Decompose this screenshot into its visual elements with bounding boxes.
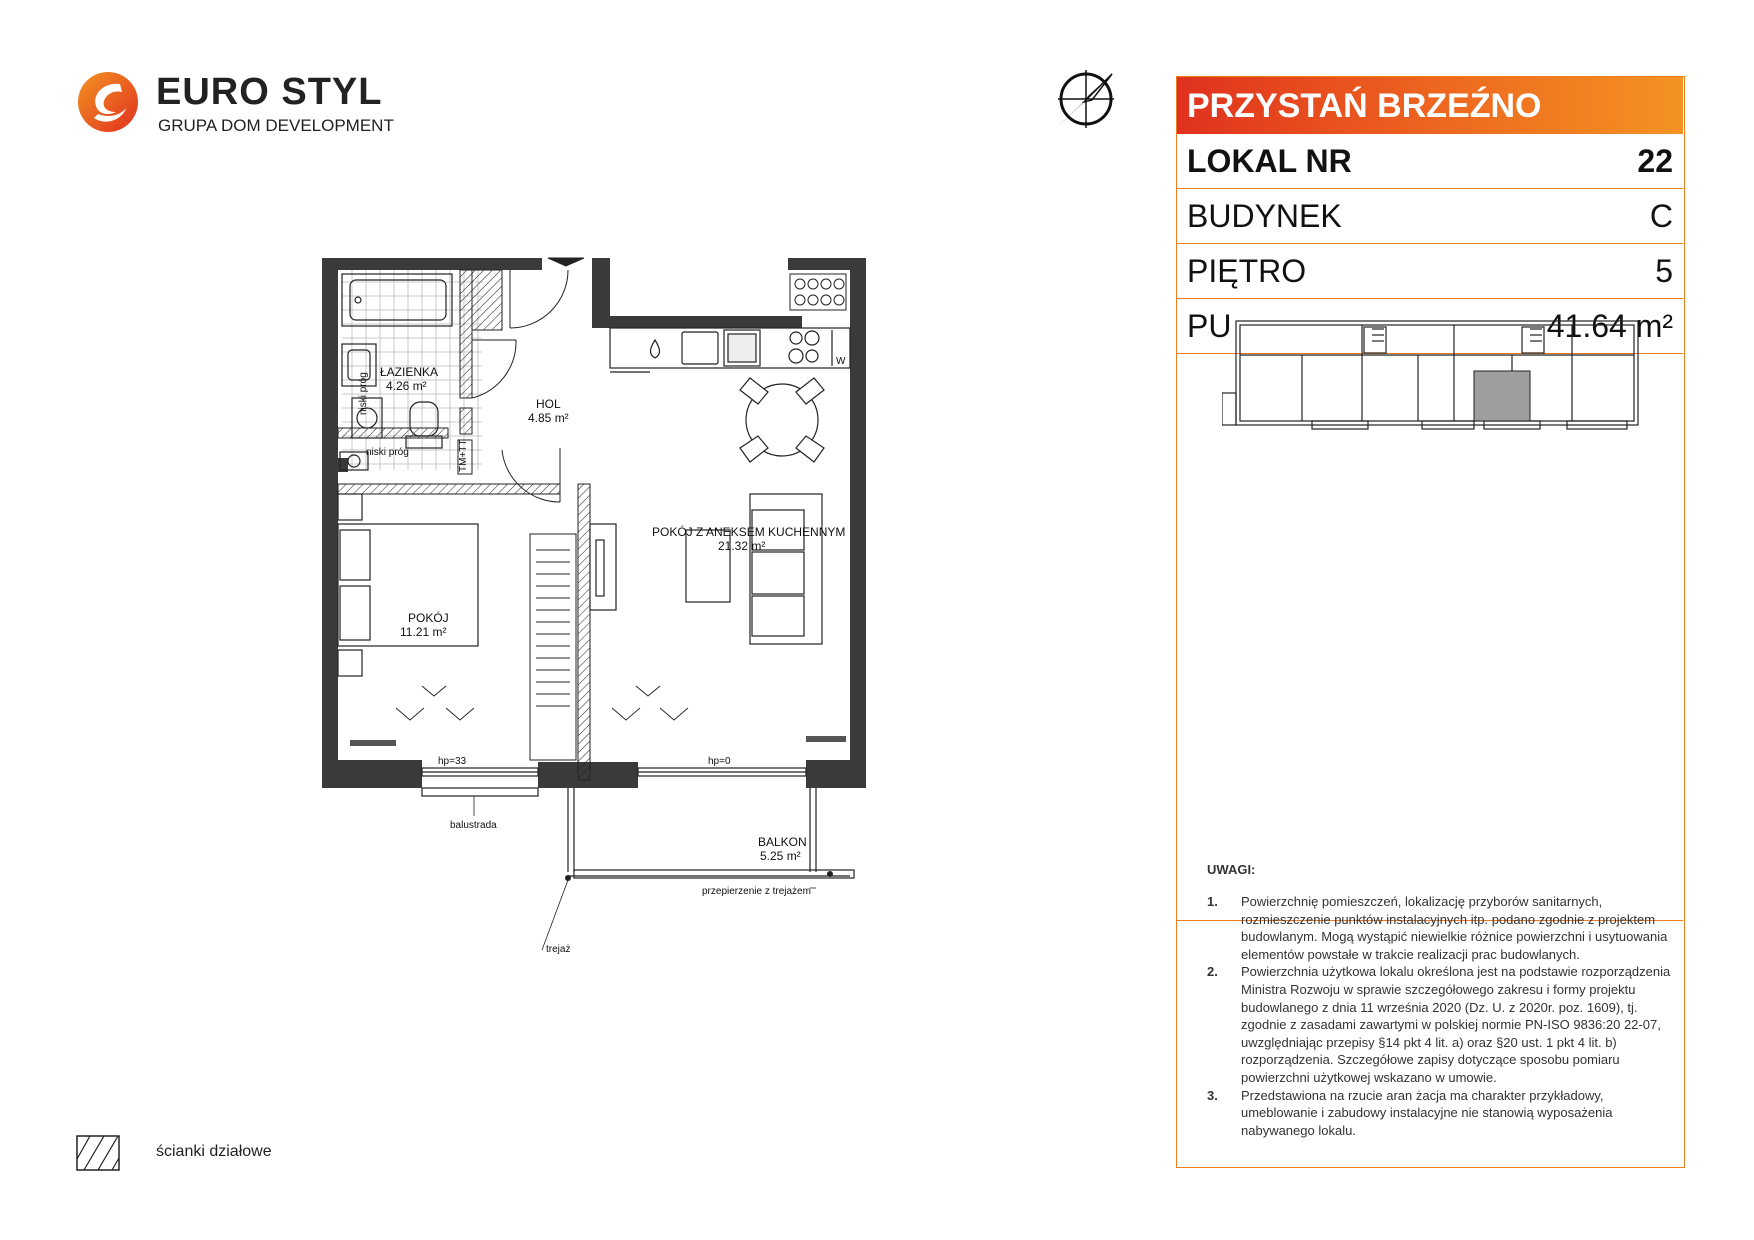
note-number: 2. bbox=[1207, 964, 1218, 980]
bathroom-area: 4.26 m² bbox=[386, 379, 427, 393]
bed bbox=[338, 494, 478, 676]
hatch-swatch-icon bbox=[76, 1135, 120, 1171]
window-opening-marks bbox=[396, 686, 688, 720]
row-unit-number bbox=[1177, 134, 1683, 189]
radiators bbox=[350, 736, 846, 746]
balcony bbox=[568, 788, 854, 878]
note-item bbox=[1207, 963, 1677, 1086]
hall-name: HOL bbox=[536, 397, 561, 411]
floor-value: 5 bbox=[1655, 253, 1673, 289]
unit-number-value: 22 bbox=[1637, 143, 1673, 179]
sofa bbox=[750, 494, 822, 644]
railing-label: balustrada bbox=[450, 820, 497, 831]
unit-number-label: LOKAL NR bbox=[1187, 143, 1352, 179]
hall-area: 4.85 m² bbox=[528, 411, 569, 425]
cooktop-burner bbox=[790, 332, 802, 344]
living-room-area: 21.32 m² bbox=[718, 539, 766, 553]
low-threshold-label-vertical: niski próg bbox=[358, 372, 369, 415]
brand-name: EURO STYL bbox=[156, 71, 383, 113]
north-compass-icon bbox=[1048, 66, 1118, 136]
balcony-area: 5.25 m² bbox=[760, 849, 801, 863]
project-title: PRZYSTAŃ BRZEŹNO bbox=[1187, 87, 1542, 125]
washer-label: W bbox=[836, 356, 846, 367]
key-plan-highlighted-unit bbox=[1474, 371, 1530, 421]
brand-logo bbox=[76, 70, 394, 140]
trellis-label: trejaż bbox=[546, 944, 571, 955]
partition-label: przepierzenie z trejażem bbox=[702, 886, 811, 897]
note-text: Powierzchnię pomieszczeń, lokalizację przyborów sanitarnych, rozmieszczenie punktów instalacyjnych itp. podano zgodnie z projektem budowlanym. Mogą wystąpić niewielkie różnice powierzchni i usytuowania elementów powstałe w trakcie realizacji prac budowlanych. bbox=[1241, 894, 1668, 962]
logo-flame-icon bbox=[76, 70, 140, 134]
bathroom-shaft bbox=[472, 270, 502, 330]
living-room-name: POKÓJ Z ANEKSEM KUCHENNYM bbox=[652, 525, 846, 539]
hp-living-label: hp=0 bbox=[708, 756, 731, 767]
brand-subtitle: GRUPA DOM DEVELOPMENT bbox=[158, 116, 394, 135]
wardrobe bbox=[530, 534, 576, 760]
note-number: 3. bbox=[1207, 1087, 1218, 1103]
notes-title: UWAGI: bbox=[1207, 862, 1256, 877]
usable-area-value: 41.64 m² bbox=[1546, 308, 1673, 344]
water-drop-icon bbox=[650, 340, 659, 358]
row-building bbox=[1177, 189, 1683, 244]
apartment-floor-plan bbox=[310, 240, 970, 980]
ventilation-grid bbox=[790, 274, 846, 310]
note-item bbox=[1207, 893, 1677, 963]
note-item bbox=[1207, 1087, 1677, 1140]
bedroom-name: POKÓJ bbox=[408, 611, 449, 625]
low-threshold-label: niski próg bbox=[366, 447, 409, 458]
bedroom-area: 11.21 m² bbox=[400, 625, 447, 639]
hp-bedroom-label: hp=33 bbox=[438, 756, 467, 767]
note-number: 1. bbox=[1207, 894, 1218, 909]
panel-header bbox=[1177, 77, 1683, 134]
sink bbox=[682, 332, 718, 364]
notes bbox=[1207, 862, 1677, 1139]
building-label: BUDYNEK bbox=[1187, 198, 1342, 234]
tm-tt-label: TM+TT bbox=[458, 439, 469, 472]
dining-table bbox=[740, 378, 824, 462]
building-value: C bbox=[1649, 198, 1673, 234]
row-floor bbox=[1177, 244, 1683, 299]
balcony-name: BALKON bbox=[758, 835, 807, 849]
tv-cabinet bbox=[590, 524, 616, 610]
kitchen-counter bbox=[610, 328, 850, 372]
floor-label: PIĘTRO bbox=[1187, 253, 1307, 289]
bathroom-name: ŁAZIENKA bbox=[380, 365, 439, 379]
legend-label: ścianki działowe bbox=[156, 1143, 272, 1160]
usable-area-label: PU bbox=[1187, 308, 1232, 344]
note-text: Przedstawiona na rzucie aran żacja ma charakter przykładowy, umeblowanie i zabudowy instalacyjne nie stanowią wyposażenia nabywanego lokalu. bbox=[1241, 1087, 1613, 1138]
info-panel bbox=[1176, 76, 1685, 1168]
note-text: Powierzchnia użytkowa lokalu określona jest na podstawie rozporządzenia Ministra Rozwoju w sprawie szczegółowego zakresu i formy projektu budowlanego z dnia 11 września 2020 (Dz. U. z 2020r. poz. 1609), tj. zgodnie z zasadami zawartymi w polskiej normie PN-ISO 9836:20 22-07, uwzględniając przepisy §14 pkt 4 lit. a) oraz §20 ust. 1 pkt 4 lit. b) rozporządzenia. Szczegółowe zapisy dotyczące sposobu pomiaru powierzchni użytkowej wskazano w umowie. bbox=[1241, 964, 1671, 1085]
floor-key-plan bbox=[1222, 317, 1642, 447]
